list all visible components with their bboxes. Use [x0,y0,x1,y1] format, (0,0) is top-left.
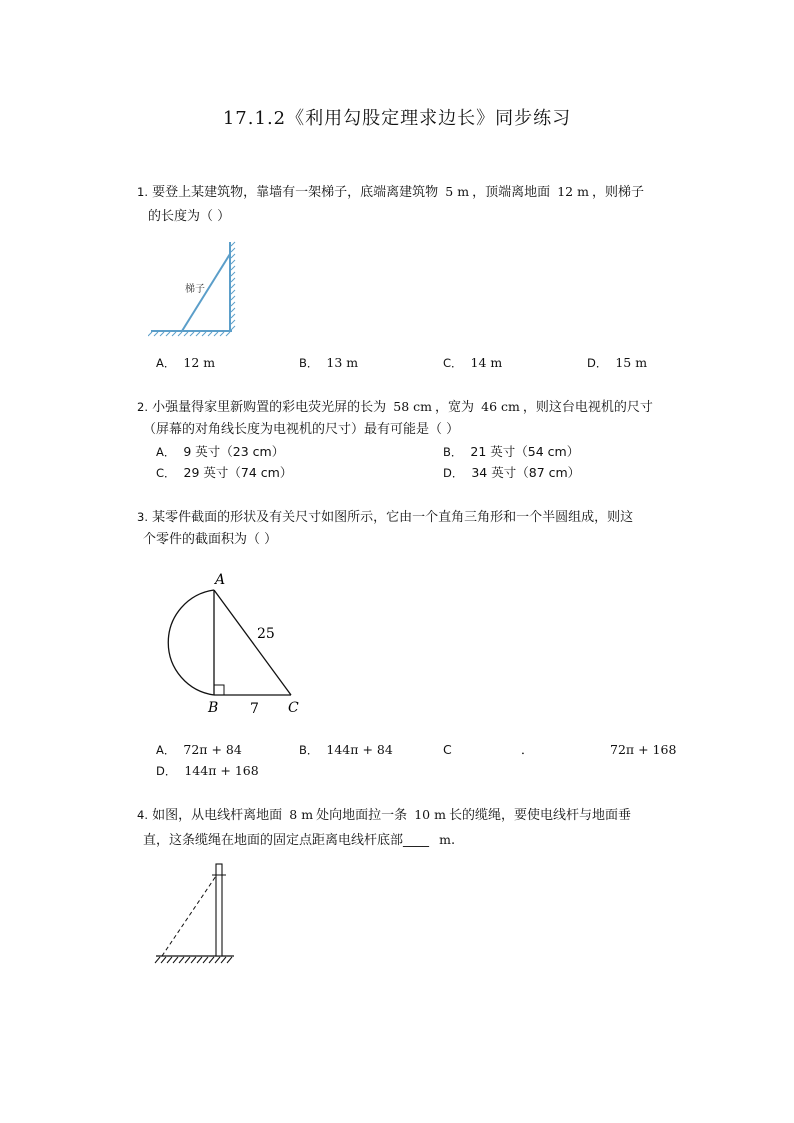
q2-option-b[interactable]: B． 21 英寸（54 cm） [443,444,580,459]
q4-line-1: 4. 如图，从电线杆离地面 8 m 处向地面拉一条 10 m 长的缆绳，要使电线杆与地面垂 [137,807,631,823]
q3-number: 3. [137,510,148,524]
q2-number: 2. [137,400,148,414]
vertex-a-label: A [215,572,226,588]
q1-line-2: 的长度为（ ） [148,209,231,224]
q3-line-2: 个零件的截面积为（ ） [143,532,278,547]
q2-line-1: 2. 小强量得家里新购置的彩电荧光屏的长为 58 cm ，宽为 46 cm ，则这台电视机的尺寸 [137,399,653,415]
q4-number: 4. [137,808,148,822]
q3-option-b[interactable]: B． 144π + 84 [299,742,393,757]
q1-option-c[interactable]: C． 14 m [443,355,503,370]
q2-option-a[interactable]: A． 9 英寸（23 cm） [156,444,285,459]
q1-line-1: 1. 要登上某建筑物，靠墙有一架梯子，底端离建筑物 5 m ，顶端离地面 12 m ，则梯子 [137,184,644,200]
q2-option-d[interactable]: D． 34 英寸（87 cm） [443,465,581,480]
q1-option-b[interactable]: B． 13 m [299,355,359,370]
page-title: 17.1.2《利用勾股定理求边长》同步练习 [222,108,572,129]
vertex-b-label: B [208,700,219,716]
q2-option-c[interactable]: C． 29 英寸（74 cm） [156,465,293,480]
q3-option-c-dot: ． [521,742,534,757]
q1-number: 1. [137,185,148,199]
ladder-label: 梯子 [185,284,205,295]
q3-option-c-text[interactable]: 72π + 168 [610,742,677,757]
side-bc-label: 7 [250,701,259,717]
q3-line-1: 3. 某零件截面的形状及有关尺寸如图所示，它由一个直角三角形和一个半圆组成，则这 [137,510,634,525]
triangle-semicircle-figure [150,568,310,718]
side-ac-label: 25 [257,626,275,642]
wall-hatch [230,242,235,332]
electric-pole [216,864,222,956]
q1-option-a[interactable]: A． 12 m [156,355,216,370]
q3-option-a[interactable]: A． 72π + 84 [156,742,242,757]
q4-line-2: 直，这条缆绳在地面的固定点距离电线杆底部____ m. [143,832,456,848]
q3-option-c-label[interactable]: C [443,742,452,757]
vertex-c-label: C [288,700,299,716]
q2-line-2: （屏幕的对角线长度为电视机的尺寸）最有可能是（ ） [143,422,460,437]
side-ac [214,590,291,695]
ground-hatch [148,331,232,336]
right-angle-mark [214,685,224,695]
q1-option-d[interactable]: D． 15 m [587,355,648,370]
cable-dashed [162,876,216,956]
ladder-figure [148,238,240,346]
pole-figure [152,858,240,968]
semicircle-arc [168,590,214,695]
q3-option-d[interactable]: D． 144π + 168 [156,763,259,778]
ground-hatch [155,957,232,963]
